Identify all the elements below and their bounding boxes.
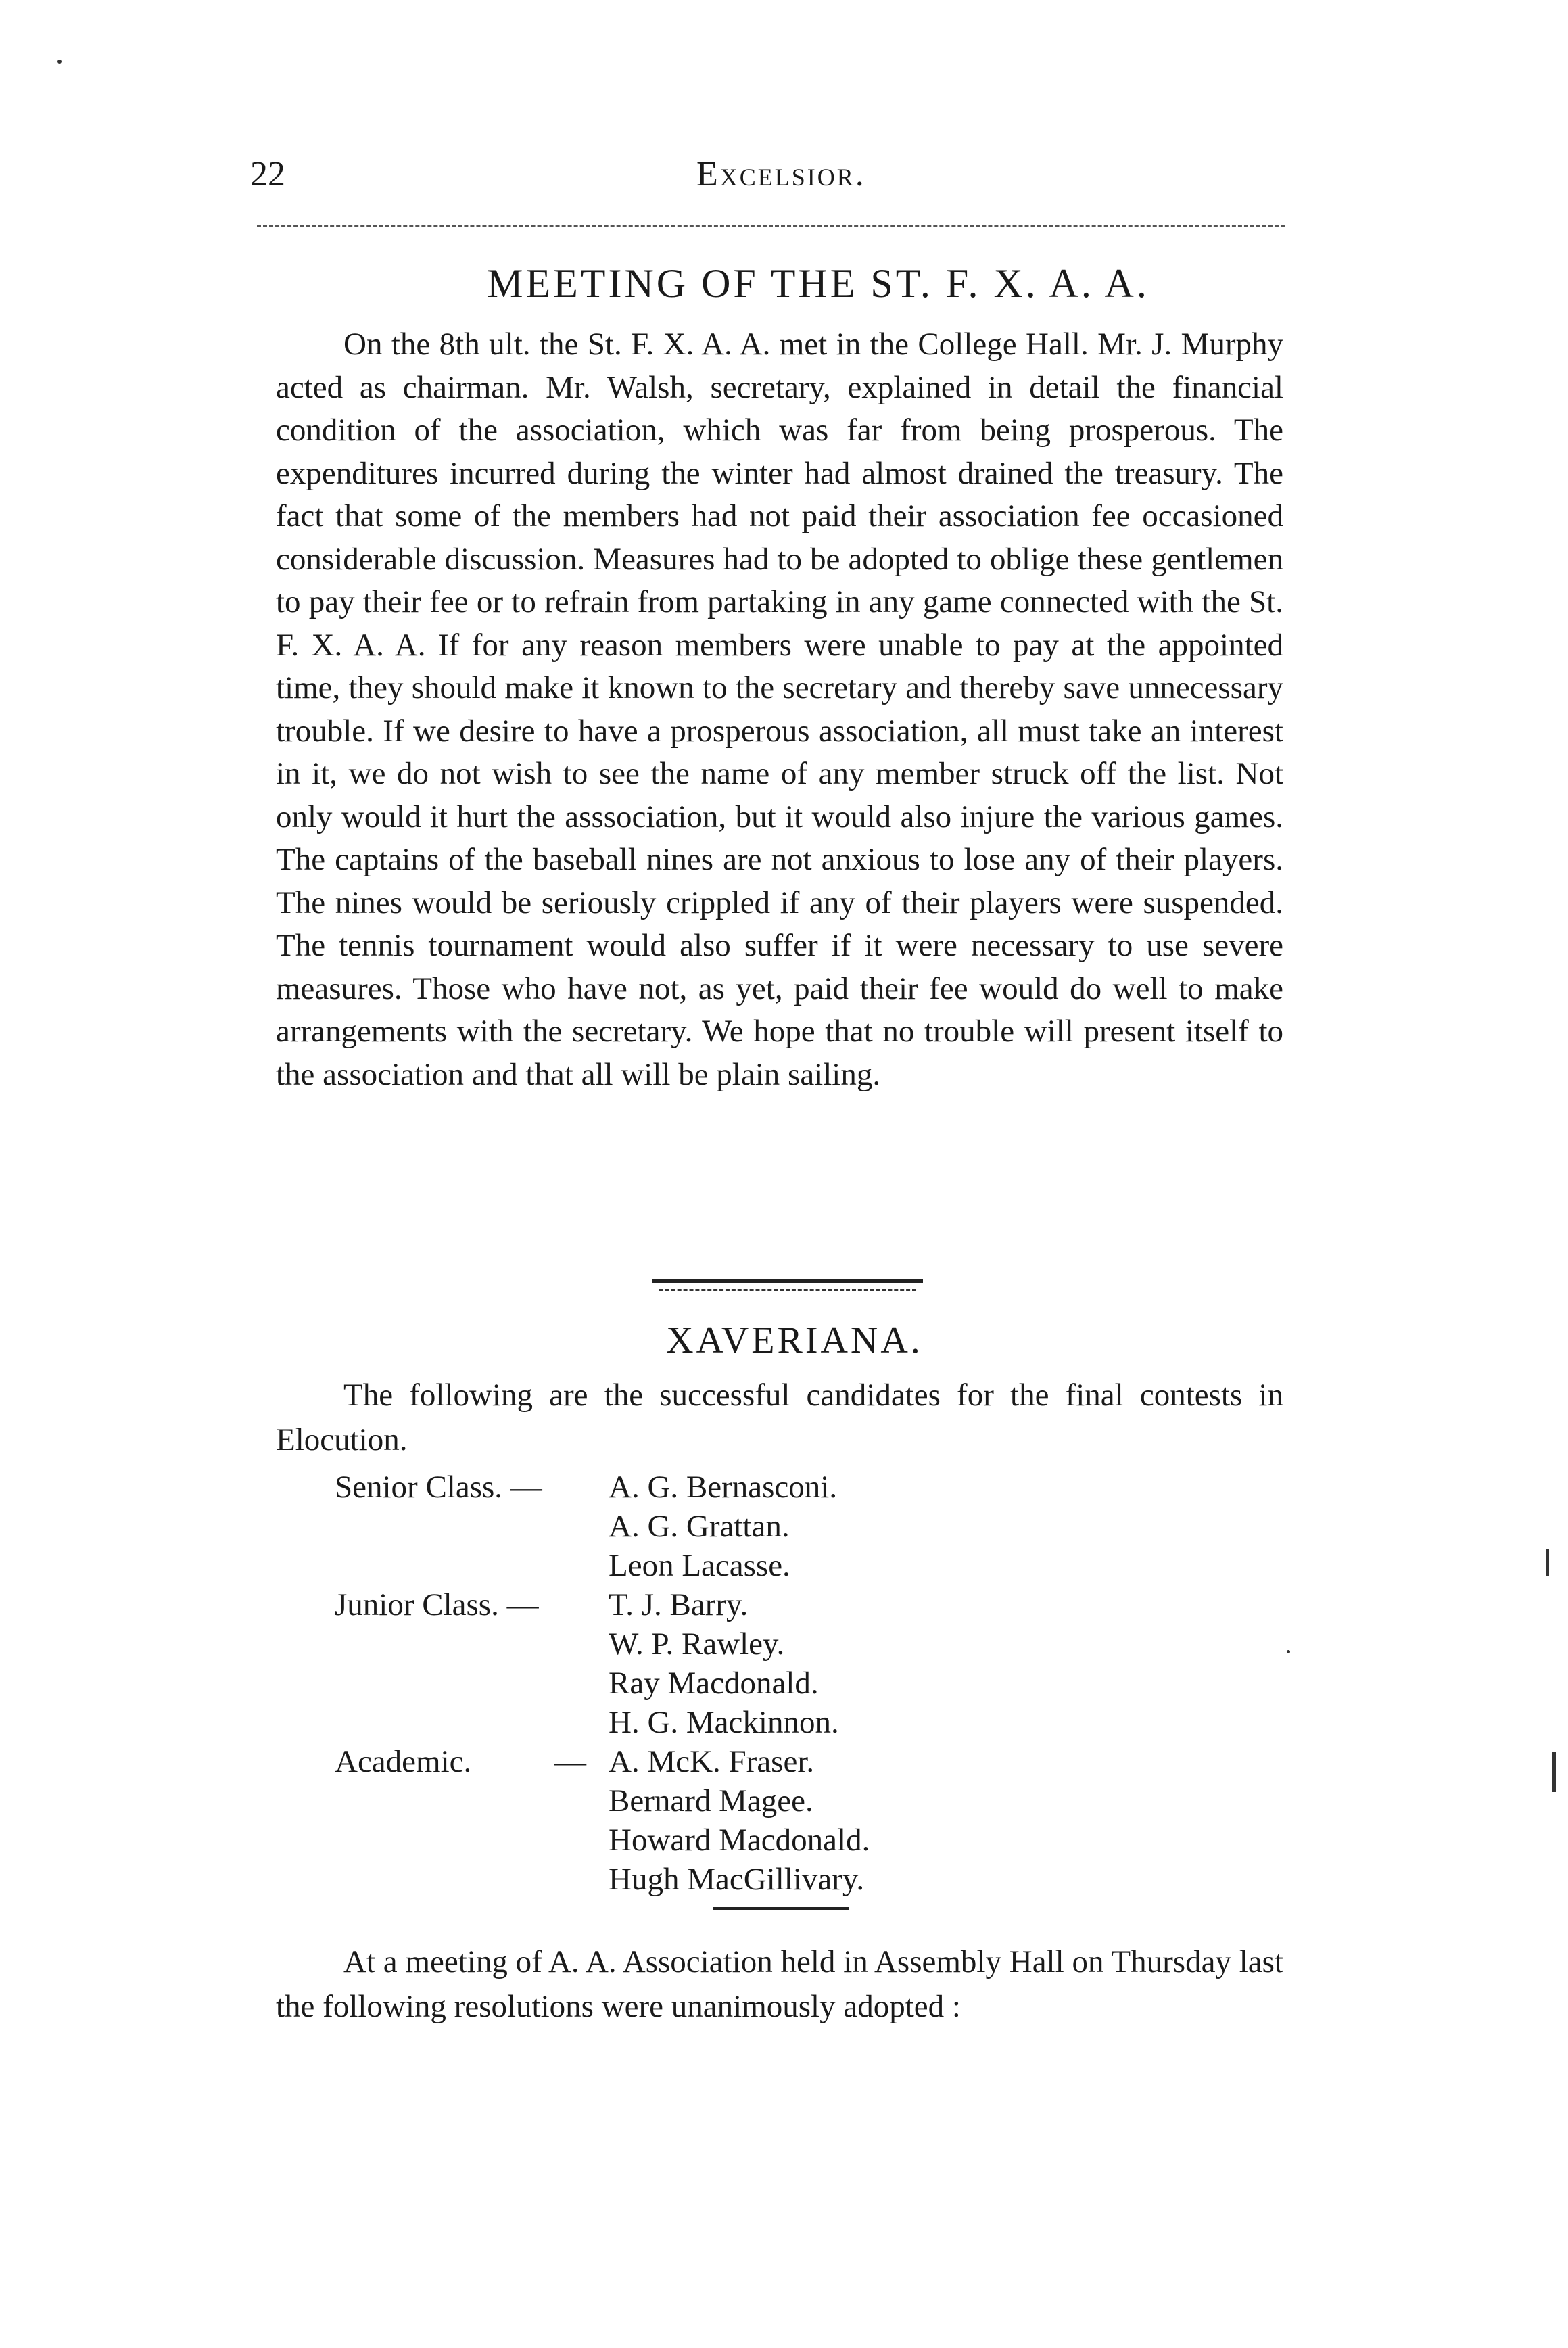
- student-name: H. G. Mackinnon.: [609, 1705, 839, 1740]
- senior-class-label: Senior Class. —: [335, 1470, 542, 1505]
- junior-class-label: Junior Class. —: [335, 1587, 539, 1622]
- closing-paragraph: At a meeting of A. A. Association held in Assembly Hall on Thursday last the following resolutions were unanimously adopted :: [276, 1944, 1283, 2024]
- scan-speck: [1287, 1650, 1290, 1653]
- section-title: XAVERIANA.: [666, 1319, 923, 1361]
- scan-mark: [1552, 1752, 1556, 1792]
- article-body: On the 8th ult. the St. F. X. A. A. met in the College Hall. Mr. J. Murphy acted as chairman. Mr. Walsh, secretary, explained in detail the financial condition of the association, which was far from being prosperous. The expenditures incurred during the winter had almost drained the treasury. The fact that some of the members had not paid their association fee occasioned considerable discussion. Measures had to be adopted to oblige these gentlemen to pay their fee or to refrain from partaking in any game connected with the St. F. X. A. A. If for any reason members were unable to pay at the appointed time, they should make it known to the secretary and thereby save unnecessary trouble. If we desire to have a prosperous association, all must take an interest in it, we do not wish to see the name of any member struck off the list. Not only would it hurt the asssociation, but it would also injure the various games. The captains of the baseball nines are not anxious to lose any of their players. The nines would be seriously crippled if any of their players were suspended. The tennis tournament would also suffer if it were necessary to use severe measures. Those who have not, as yet, paid their fee would do well to make arrangements with the secretary. We hope that no trouble will present itself to the association and that all will be plain sailing.: [276, 327, 1283, 1092]
- academic-dash: —: [554, 1744, 586, 1779]
- scan-mark: [1546, 1549, 1549, 1576]
- article-title: MEETING OF THE ST. F. X. A. A.: [487, 261, 1149, 306]
- academic-class-label: Academic.: [335, 1744, 472, 1779]
- student-name: Hugh MacGillivary.: [609, 1862, 865, 1897]
- section-divider: [652, 1279, 923, 1293]
- page-number: 22: [250, 155, 285, 193]
- student-name: Leon Lacasse.: [609, 1548, 790, 1583]
- student-name: Ray Macdonald.: [609, 1666, 819, 1701]
- student-name: T. J. Barry.: [609, 1587, 749, 1622]
- student-name: A. G. Bernasconi.: [609, 1470, 838, 1505]
- scan-speck: [57, 60, 62, 64]
- student-name: A. G. Grattan.: [609, 1509, 790, 1544]
- header-rule: [257, 225, 1285, 227]
- section-intro: The following are the successful candidates for the final contests in Elocution.: [276, 1378, 1283, 1457]
- student-name: Howard Macdonald.: [609, 1823, 870, 1858]
- student-name: Bernard Magee.: [609, 1783, 813, 1818]
- running-title: Excelsior.: [696, 155, 866, 193]
- student-name: W. P. Rawley.: [609, 1626, 785, 1662]
- short-divider: [713, 1907, 849, 1910]
- student-name: A. McK. Fraser.: [609, 1744, 815, 1779]
